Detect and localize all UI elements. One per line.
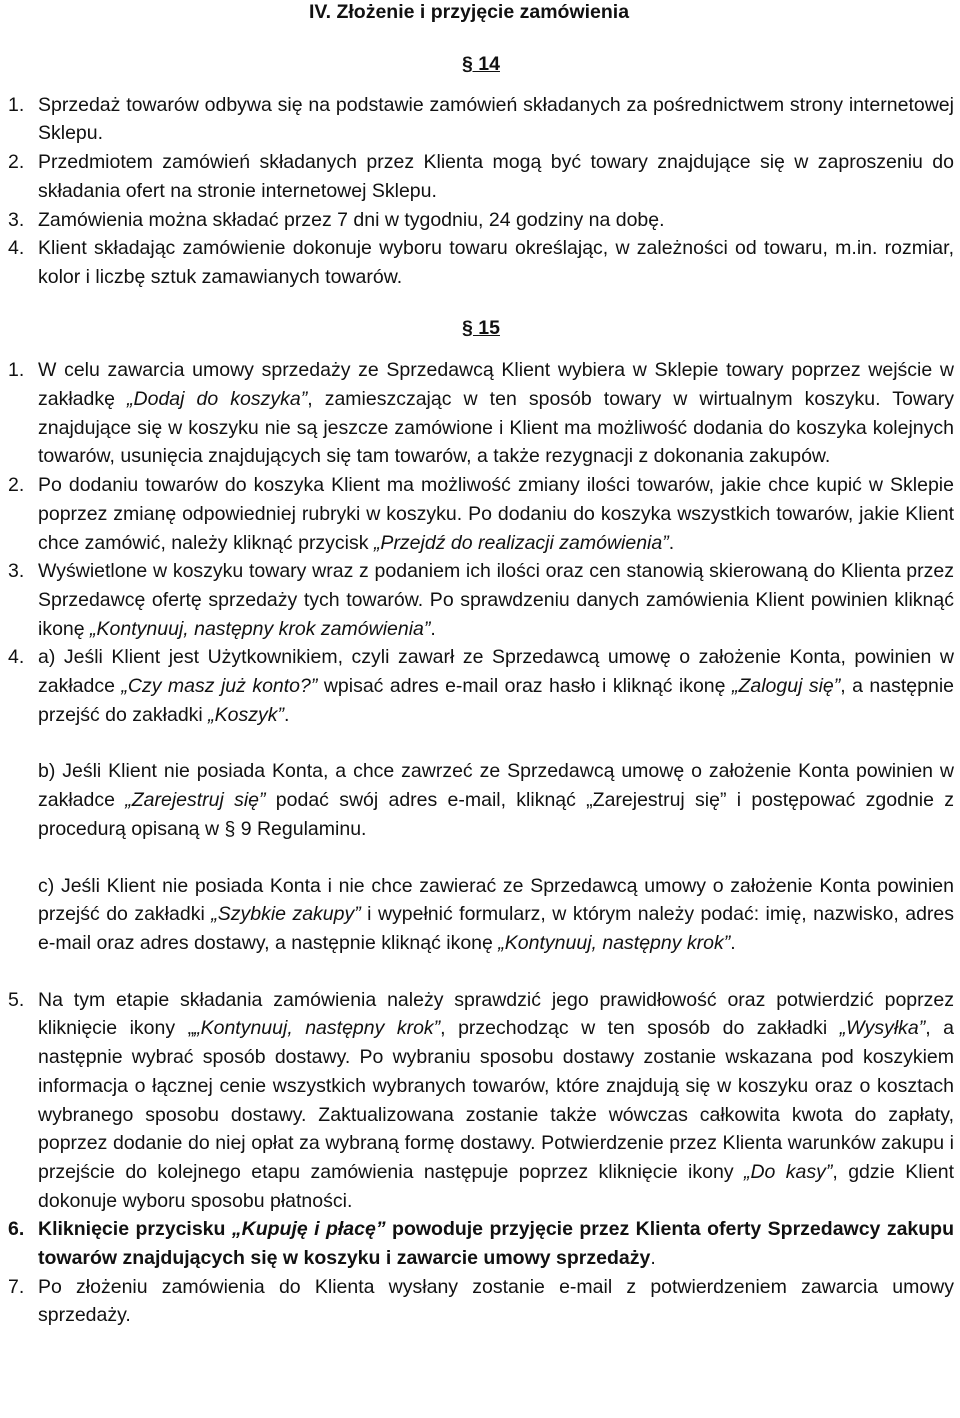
text-run: i wypełnić formularz, w którym należy podać: imię, nazwisko, adres e-mail oraz adres dostawy, a następnie kliknąć ikonę (38, 903, 954, 954)
item-text (38, 356, 954, 471)
item-text (38, 986, 954, 1216)
item-number: 4. (8, 237, 25, 260)
text-run: b) Jeśli Klient nie posiada Konta, a chce zawrzeć ze Sprzedawcą umowę o założenie Konta powinien w zakładce (38, 760, 954, 812)
button-reference: „Przejdź do realizacji zamówienia” (373, 531, 669, 554)
item-body (38, 643, 954, 957)
item-number: 4. (8, 646, 25, 669)
s15-item-7 (8, 1273, 954, 1330)
text-run: . (668, 531, 675, 554)
item-text (38, 471, 954, 557)
item-text: Sprzedaż towarów odbywa się na podstawie zamówień składanych za pośrednictwem strony internetowej Sklepu. (38, 93, 954, 145)
text-run: a) Jeśli Klient jest Użytkownikiem, czyli zawarł ze Sprzedawcą umowę o założenie Konta, powinien w zakładce (38, 646, 954, 698)
item-number: 1. (8, 359, 25, 382)
tab-reference: „Wysyłka” (839, 1017, 926, 1040)
s14-item-4 (8, 234, 954, 291)
s14-item-3 (8, 206, 954, 235)
s14-item-1 (8, 91, 954, 148)
subitem-c (38, 872, 954, 958)
item-text (38, 557, 954, 643)
text-run: Kliknięcie przycisku (38, 1218, 232, 1241)
text-run: W celu zawarcia umowy sprzedaży ze Sprzedawcą Klient wybiera w Sklepie towary poprzez wejście w zakładkę (38, 359, 954, 411)
s15-item-3 (8, 557, 954, 643)
s15-item-1 (8, 356, 954, 471)
button-reference: „Do kasy” (743, 1160, 833, 1183)
item-number: 6. (8, 1218, 25, 1241)
text-run: , gdzie Klient dokonuje wyboru sposobu płatności. (38, 1160, 954, 1212)
section-heading-14: § 14 (462, 53, 500, 75)
text-run: Na tym etapie składania zamówienia należy sprawdzić jego prawidłowość oraz potwierdzić poprzez kliknięcie ikony „ (38, 988, 954, 1040)
text-run: podać swój adres e-mail, kliknąć „Zarejestruj się” i postępować zgodnie z procedurą opisaną w § 9 Regulaminu. (38, 789, 954, 840)
text-run: . (430, 617, 436, 640)
text-run: , przechodząc w ten sposób do zakładki (440, 1017, 840, 1040)
s15-item-5 (8, 986, 954, 1216)
tab-reference: „Szybkie zakupy” (211, 903, 361, 926)
text-run: . (284, 703, 290, 726)
item-text: Przedmiotem zamówień składanych przez Klienta mogą być towary znajdujące się w zaproszeniu do składania ofert na stronie internetowej Sklepu. (38, 151, 954, 202)
button-reference: „Kupuję i płacę” (231, 1218, 386, 1241)
item-text (38, 1215, 954, 1272)
text-run: , a następnie wybrać sposób dostawy. Po wybraniu sposobu dostawy zostanie wskazana pod koszykiem informacja o łącznej cenie wszystkich wybranych towarów, które znajdują się w koszyku oraz o kosztach wybranego sposobu dostawy. Zaktualizowana zostanie także wówczas całkowita kwota do zapłaty, poprzez dodanie do niej opłat za wybraną formę dostawy. Potwierdzenie przez Klienta warunków zakupu i przejście do kolejnego etapu zamówienia następuje poprzez kliknięcie ikony (38, 1017, 955, 1183)
button-reference: „Kontynuuj, następny krok zamówienia” (90, 617, 431, 640)
text-run: Wyświetlone w koszyku towary wraz z podaniem ich ilości oraz cen stanowią skierowaną do Klienta przez Sprzedawcę ofertę sprzedaży tych towarów. Po sprawdzeniu danych zamówienia Klient powinien kliknąć ikonę (38, 560, 954, 640)
subitem-a (38, 643, 954, 729)
tab-reference: „Koszyk” (208, 703, 285, 726)
text-run: c) Jeśli Klient nie posiada Konta i nie chce zawierać ze Sprzedawcą umowy o założenie Konta powinien przejść do zakładki (38, 874, 954, 926)
button-reference: „Dodaj do koszyka” (127, 388, 308, 411)
text-run: Po dodaniu towarów do koszyka Klient ma możliwość zmiany ilości towarów, jakie chce kupić w Sklepie poprzez zmianę odpowiedniej rubryki w koszyku. Po dodaniu do koszyka wszystkich towarów, jakie Klient chce zamówić, należy kliknąć przycisk (38, 474, 954, 554)
button-reference: „Kontynuuj, następny krok” (194, 1017, 441, 1040)
s14-item-2 (8, 148, 954, 205)
item-text: Po złożeniu zamówienia do Klienta wysłany zostanie e-mail z potwierdzeniem zawarcia umowy sprzedaży. (38, 1275, 954, 1327)
section-heading-15: § 15 (462, 316, 500, 339)
button-reference: „Kontynuuj, następny krok” (498, 931, 731, 954)
tab-reference: „Zarejestruj się” (125, 789, 266, 812)
item-number: 5. (8, 988, 25, 1011)
text-run: wpisać adres e-mail oraz hasło i kliknąć ikonę (317, 675, 732, 698)
text-run: , a następnie przejść do zakładki (38, 675, 954, 726)
subitem-b (38, 757, 954, 843)
tab-reference: „Czy masz już konto?” (121, 675, 318, 698)
item-number: 7. (8, 1275, 25, 1298)
s15-item-2 (8, 471, 954, 557)
s15-item-6 (8, 1215, 954, 1272)
item-number: 3. (8, 208, 25, 231)
text-run: powoduje przyjęcie przez Klienta oferty Sprzedawcy zakupu towarów znajdujących się w koszyku i zawarcie umowy sprzedaży (38, 1218, 954, 1270)
item-number: 1. (8, 93, 25, 116)
s15-item-4 (8, 643, 954, 957)
item-number: 3. (8, 560, 25, 583)
text-run: , zamieszczając w ten sposób towary w wirtualnym koszyku. Towary znajdujące się w koszyku nie są jeszcze zamówione i Klient ma możliwość dodania do koszyka kolejnych towarów, usunięcia znajdujących się tam towarów, a także rezygnacji z dokonania zakupów. (38, 388, 954, 468)
item-number: 2. (8, 474, 25, 497)
button-reference: „Zaloguj się” (731, 675, 841, 698)
item-text: Klient składając zamówienie dokonuje wyboru towaru określając, w zależności od towaru, m.in. rozmiar, kolor i liczbę sztuk zamawianych towarów. (38, 237, 954, 288)
chapter-title: IV. Złożenie i przyjęcie zamówienia (309, 1, 630, 23)
item-number: 2. (8, 151, 25, 174)
item-text: Zamówienia można składać przez 7 dni w tygodniu, 24 godziny na dobę. (38, 208, 665, 231)
text-run: . (650, 1247, 656, 1270)
text-run: . (730, 931, 736, 954)
